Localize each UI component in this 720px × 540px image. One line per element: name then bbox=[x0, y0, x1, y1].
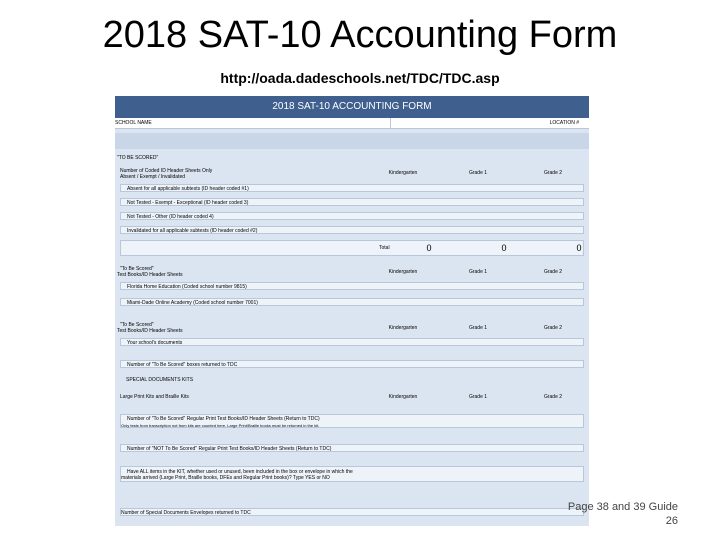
boxes-returned-row[interactable] bbox=[120, 360, 584, 368]
invalidated-row[interactable] bbox=[120, 226, 584, 234]
envelopes-row[interactable] bbox=[120, 508, 584, 516]
exempt-row[interactable] bbox=[120, 198, 584, 206]
invalidated-label: Invalidated for all applicable subtests (ID header coded #2) bbox=[127, 228, 258, 234]
envelopes-label: Number of Special Documents Envelopes returned to TDC bbox=[121, 510, 251, 516]
form-header: 2018 SAT-10 ACCOUNTING FORM bbox=[115, 96, 589, 118]
school-docs-row[interactable] bbox=[120, 338, 584, 346]
other-row[interactable] bbox=[120, 212, 584, 220]
page-footer bbox=[568, 500, 678, 528]
col-grade-1-3: Grade 1 bbox=[468, 325, 488, 331]
total-grade-1: 0 bbox=[501, 243, 507, 253]
school-name-divider bbox=[390, 118, 391, 128]
accounting-form bbox=[115, 96, 589, 526]
col-kindergarten-2: Kindergarten bbox=[388, 269, 418, 275]
total-grade-2: 0 bbox=[576, 243, 582, 253]
have-all-items-label-1: Have ALL items in the KIT, whether used or unused, been included in the box or envelope in which the bbox=[127, 469, 353, 475]
col-grade-1-2: Grade 1 bbox=[468, 269, 488, 275]
online-academy-row[interactable] bbox=[120, 298, 584, 306]
tbs-books-label-2b: Test Books/ID Header Sheets bbox=[117, 328, 183, 334]
absent-label: Absent for all applicable subtests (ID header coded #1) bbox=[127, 186, 249, 192]
regular-print-note: Only tests from transcription not from kits are counted here. Large Print/Braille books must be returned in the kit. bbox=[121, 423, 320, 428]
boxes-returned-label: Number of "To Be Scored" boxes returned to TDC bbox=[127, 362, 238, 368]
absent-exempt-label: Absent / Exempt / Invalidated bbox=[120, 174, 186, 180]
location-label: LOCATION # bbox=[549, 120, 579, 126]
tbs-books-label-1b: Test Books/ID Header Sheets bbox=[117, 272, 183, 278]
total-row bbox=[120, 240, 584, 256]
col-kindergarten-4: Kindergarten bbox=[388, 394, 418, 400]
col-grade-2-4: Grade 2 bbox=[543, 394, 563, 400]
footer-slide-number: 26 bbox=[665, 515, 678, 527]
not-scored-label: Number of "NOT To Be Scored" Regular Print Test Books/ID Header Sheets (Return to TDC) bbox=[127, 446, 332, 452]
source-url[interactable]: http://oada.dadeschools.net/TDC/TDC.asp bbox=[220, 70, 500, 86]
regular-print-label: Number of "To Be Scored" Regular Print Test Books/ID Header Sheets (Return to TDC) bbox=[127, 416, 320, 422]
school-name-label: SCHOOL NAME bbox=[115, 120, 152, 126]
col-grade-2-2: Grade 2 bbox=[543, 269, 563, 275]
col-kindergarten: Kindergarten bbox=[388, 170, 418, 176]
regular-print-row[interactable] bbox=[120, 414, 584, 428]
large-print-label: Large Print Kits and Braille Kits bbox=[120, 394, 189, 400]
col-grade-1: Grade 1 bbox=[468, 170, 488, 176]
col-grade-1-4: Grade 1 bbox=[468, 394, 488, 400]
school-input-band[interactable] bbox=[115, 133, 589, 149]
total-kindergarten: 0 bbox=[426, 243, 432, 253]
tbs-books-label-2a: "To Be Scored" bbox=[120, 322, 154, 328]
col-kindergarten-3: Kindergarten bbox=[388, 325, 418, 331]
coded-sheets-label: Number of Coded ID Header Sheets Only bbox=[120, 168, 213, 174]
online-academy-label: Miami-Dade Online Academy (Coded school number 7001) bbox=[127, 300, 258, 306]
home-ed-row[interactable] bbox=[120, 282, 584, 290]
not-scored-row[interactable] bbox=[120, 444, 584, 452]
col-grade-2-3: Grade 2 bbox=[543, 325, 563, 331]
total-label: Total bbox=[379, 245, 390, 251]
home-ed-label: Florida Home Education (Coded school number 9815) bbox=[127, 284, 247, 290]
have-all-items-label-2: materials arrived (Large Print, Braille books, DFEs and Regular Print books)? Type YES or NO bbox=[121, 475, 330, 481]
have-all-items-row[interactable] bbox=[120, 466, 584, 482]
to-be-scored-heading: "TO BE SCORED" bbox=[117, 155, 159, 161]
school-name-row bbox=[115, 118, 589, 129]
slide-title: 2018 SAT-10 Accounting Form bbox=[102, 14, 618, 56]
tbs-books-label-1a: "To Be Scored" bbox=[120, 266, 154, 272]
footer-guide-pages: Page 38 and 39 Guide bbox=[567, 501, 678, 513]
exempt-label: Not Tested - Exempt - Exceptional (ID header coded 3) bbox=[127, 200, 249, 206]
col-grade-2: Grade 2 bbox=[543, 170, 563, 176]
other-label: Not Tested - Other (ID header coded 4) bbox=[127, 214, 214, 220]
special-kits-heading: SPECIAL DOCUMENTS KITS bbox=[126, 377, 194, 383]
absent-row[interactable] bbox=[120, 184, 584, 192]
school-docs-label: Your school's documents bbox=[127, 340, 183, 346]
